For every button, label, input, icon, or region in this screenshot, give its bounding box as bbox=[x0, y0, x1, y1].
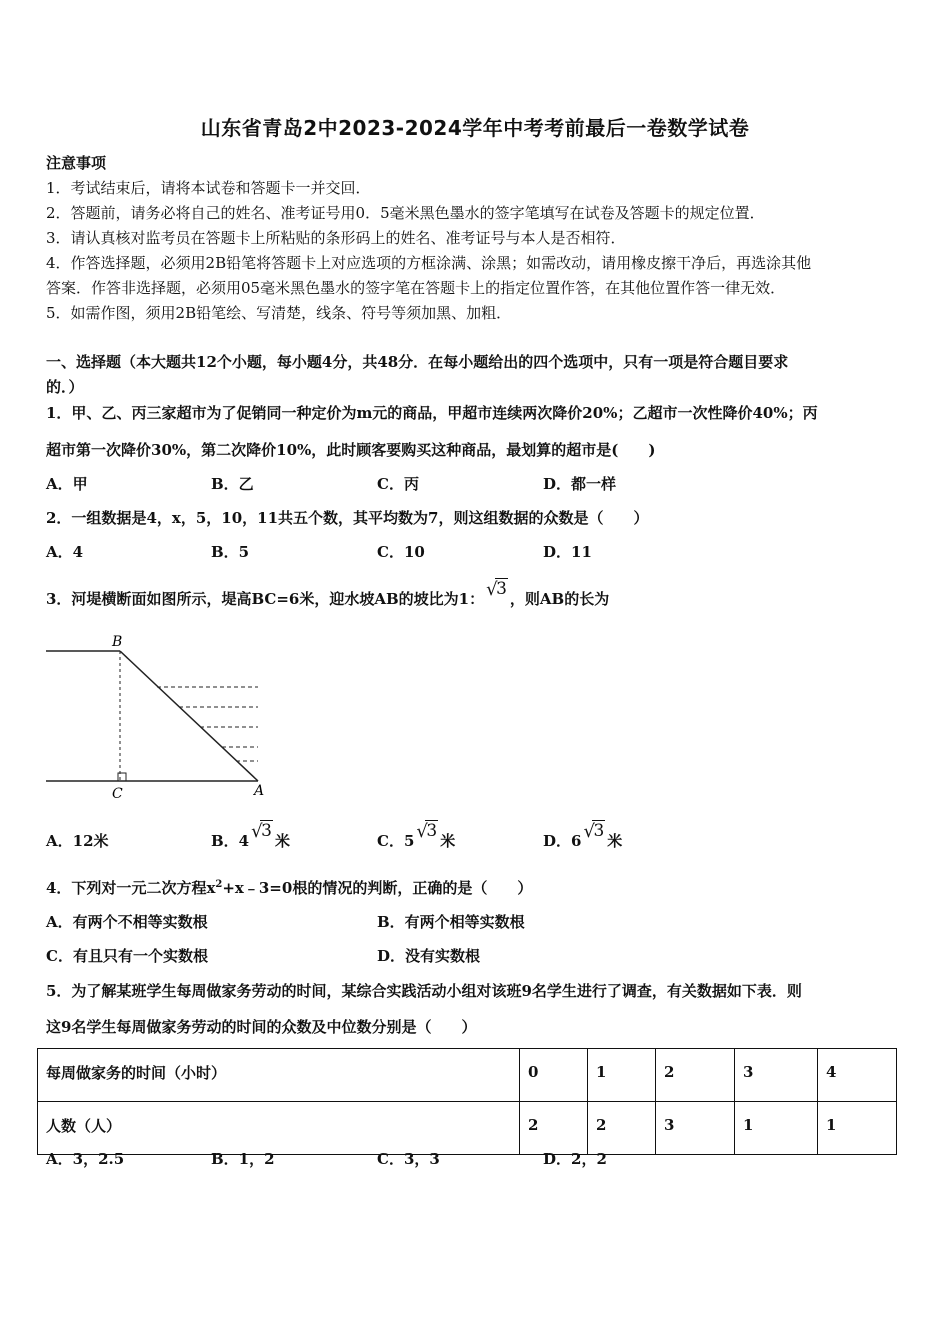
q3-option-c: C．5 √ 3 米 bbox=[377, 821, 456, 850]
notice-heading: 注意事项 bbox=[46, 154, 107, 172]
notice-item-2: 2．答题前，请务必将自己的姓名、准考证号用0．5毫米黑色墨水的签字笔填写在试卷及答题卡的规定位置． bbox=[46, 204, 765, 222]
q5-option-c: C．3，3 bbox=[377, 1150, 440, 1168]
table-row bbox=[38, 1102, 897, 1155]
q4-option-b: B．有两个相等实数根 bbox=[377, 913, 525, 931]
q5-option-b: B．1，2 bbox=[211, 1150, 275, 1168]
q1-option-c: C．丙 bbox=[377, 475, 419, 493]
table-cell: 1 bbox=[735, 1102, 818, 1155]
section-heading-cont: 的．） bbox=[46, 378, 84, 396]
q5-option-d: D．2，2 bbox=[543, 1150, 607, 1168]
embankment-figure bbox=[40, 630, 270, 805]
notice-item-1: 1．考试结束后，请将本试卷和答题卡一并交回． bbox=[46, 179, 371, 197]
q2-option-b: B．5 bbox=[211, 543, 250, 561]
question-1-line-1: 1．甲、乙、丙三家超市为了促销同一种定价为m元的商品，甲超市连续两次降价20%；乙超市一次性降价40%；丙 bbox=[46, 404, 818, 422]
table-cell: 0 bbox=[520, 1049, 588, 1102]
point-b-label: B bbox=[112, 634, 123, 650]
q2-option-c: C．10 bbox=[377, 543, 425, 561]
q2-option-a: A．4 bbox=[46, 543, 84, 561]
q3-text-before: 3．河堤横断面如图所示，堤高BC=6米，迎水坡AB的坡比为1： bbox=[46, 590, 485, 608]
q4-option-d: D．没有实数根 bbox=[377, 947, 481, 965]
right-angle-mark bbox=[118, 773, 126, 781]
q3-option-a: A．12米 bbox=[46, 832, 109, 850]
q4-option-c: C．有且只有一个实数根 bbox=[46, 947, 208, 965]
question-5-line-1: 5．为了解某班学生每周做家务劳动的时间，某综合实践活动小组对该班9名学生进行了调查，有关数据如下表．则 bbox=[46, 982, 802, 1000]
table-cell: 每周做家务的时间（小时） bbox=[38, 1049, 520, 1102]
table-cell: 2 bbox=[520, 1102, 588, 1155]
q4-option-a: A．有两个不相等实数根 bbox=[46, 913, 208, 931]
q3-option-b: B．4 √ 3 米 bbox=[211, 821, 290, 850]
notice-item-4-cont: 答案．作答非选择题，必须用05毫米黑色墨水的签字笔在答题卡上的指定位置作答，在其他位置作答一律无效． bbox=[46, 279, 786, 297]
q2-option-d: D．11 bbox=[543, 543, 592, 561]
sqrt-symbol: √ 3 bbox=[251, 821, 272, 842]
sqrt-symbol: √ 3 bbox=[416, 821, 438, 842]
q1-option-a: A．甲 bbox=[46, 475, 88, 493]
table-row bbox=[38, 1049, 897, 1102]
question-4: 4．下列对一元二次方程$x^2+x﹣3=0$根的情况的判断，正确的是（ ） bbox=[46, 879, 533, 897]
chores-table bbox=[37, 1048, 897, 1155]
q1-option-b: B．乙 bbox=[211, 475, 254, 493]
question-1-line-2: 超市第一次降价30%，第二次降价10%，此时顾客要购买这种商品，最划算的超市是( ) bbox=[46, 441, 656, 459]
question-3 bbox=[46, 579, 610, 609]
q5-option-a: A．3，2.5 bbox=[46, 1150, 125, 1168]
q3-text-after: ，则AB的长为 bbox=[509, 590, 610, 608]
question-5-line-2: 这9名学生每周做家务劳动的时间的众数及中位数分别是（ ） bbox=[46, 1018, 477, 1036]
table-cell: 3 bbox=[735, 1049, 818, 1102]
table-cell: 2 bbox=[656, 1049, 735, 1102]
q3-option-d: D．6 √ 3 米 bbox=[543, 821, 623, 850]
section-heading: 一、选择题（本大题共12个小题，每小题4分，共48分．在每小题给出的四个选项中，只有一项是符合题目要求 bbox=[46, 353, 789, 371]
table-cell: 1 bbox=[588, 1049, 656, 1102]
notice-item-5: 5．如需作图，须用2B铅笔绘、写清楚，线条、符号等须加黑、加粗． bbox=[46, 304, 512, 322]
sqrt-symbol: √ 3 bbox=[583, 821, 605, 842]
question-2: 2．一组数据是4，x，5，10，11共五个数，其平均数为7，则这组数据的众数是（ ） bbox=[46, 509, 649, 527]
point-a-label: A bbox=[254, 783, 265, 799]
table-cell: 2 bbox=[588, 1102, 656, 1155]
notice-item-3: 3．请认真核对监考员在答题卡上所粘贴的条形码上的姓名、准考证号与本人是否相符． bbox=[46, 229, 626, 247]
sqrt-symbol: √ 3 bbox=[486, 579, 507, 600]
page-title: 山东省青岛2中2023-2024学年中考考前最后一卷数学试卷 bbox=[200, 116, 750, 140]
table-cell: 3 bbox=[656, 1102, 735, 1155]
table-cell: 人数（人） bbox=[38, 1102, 520, 1155]
q1-option-d: D．都一样 bbox=[543, 475, 617, 493]
table-cell: 1 bbox=[818, 1102, 897, 1155]
notice-item-4: 4．作答选择题，必须用2B铅笔将答题卡上对应选项的方框涂满、涂黑；如需改动，请用橡皮擦干净后，再选涂其他 bbox=[46, 254, 812, 272]
point-c-label: C bbox=[112, 786, 123, 802]
table-cell: 4 bbox=[818, 1049, 897, 1102]
